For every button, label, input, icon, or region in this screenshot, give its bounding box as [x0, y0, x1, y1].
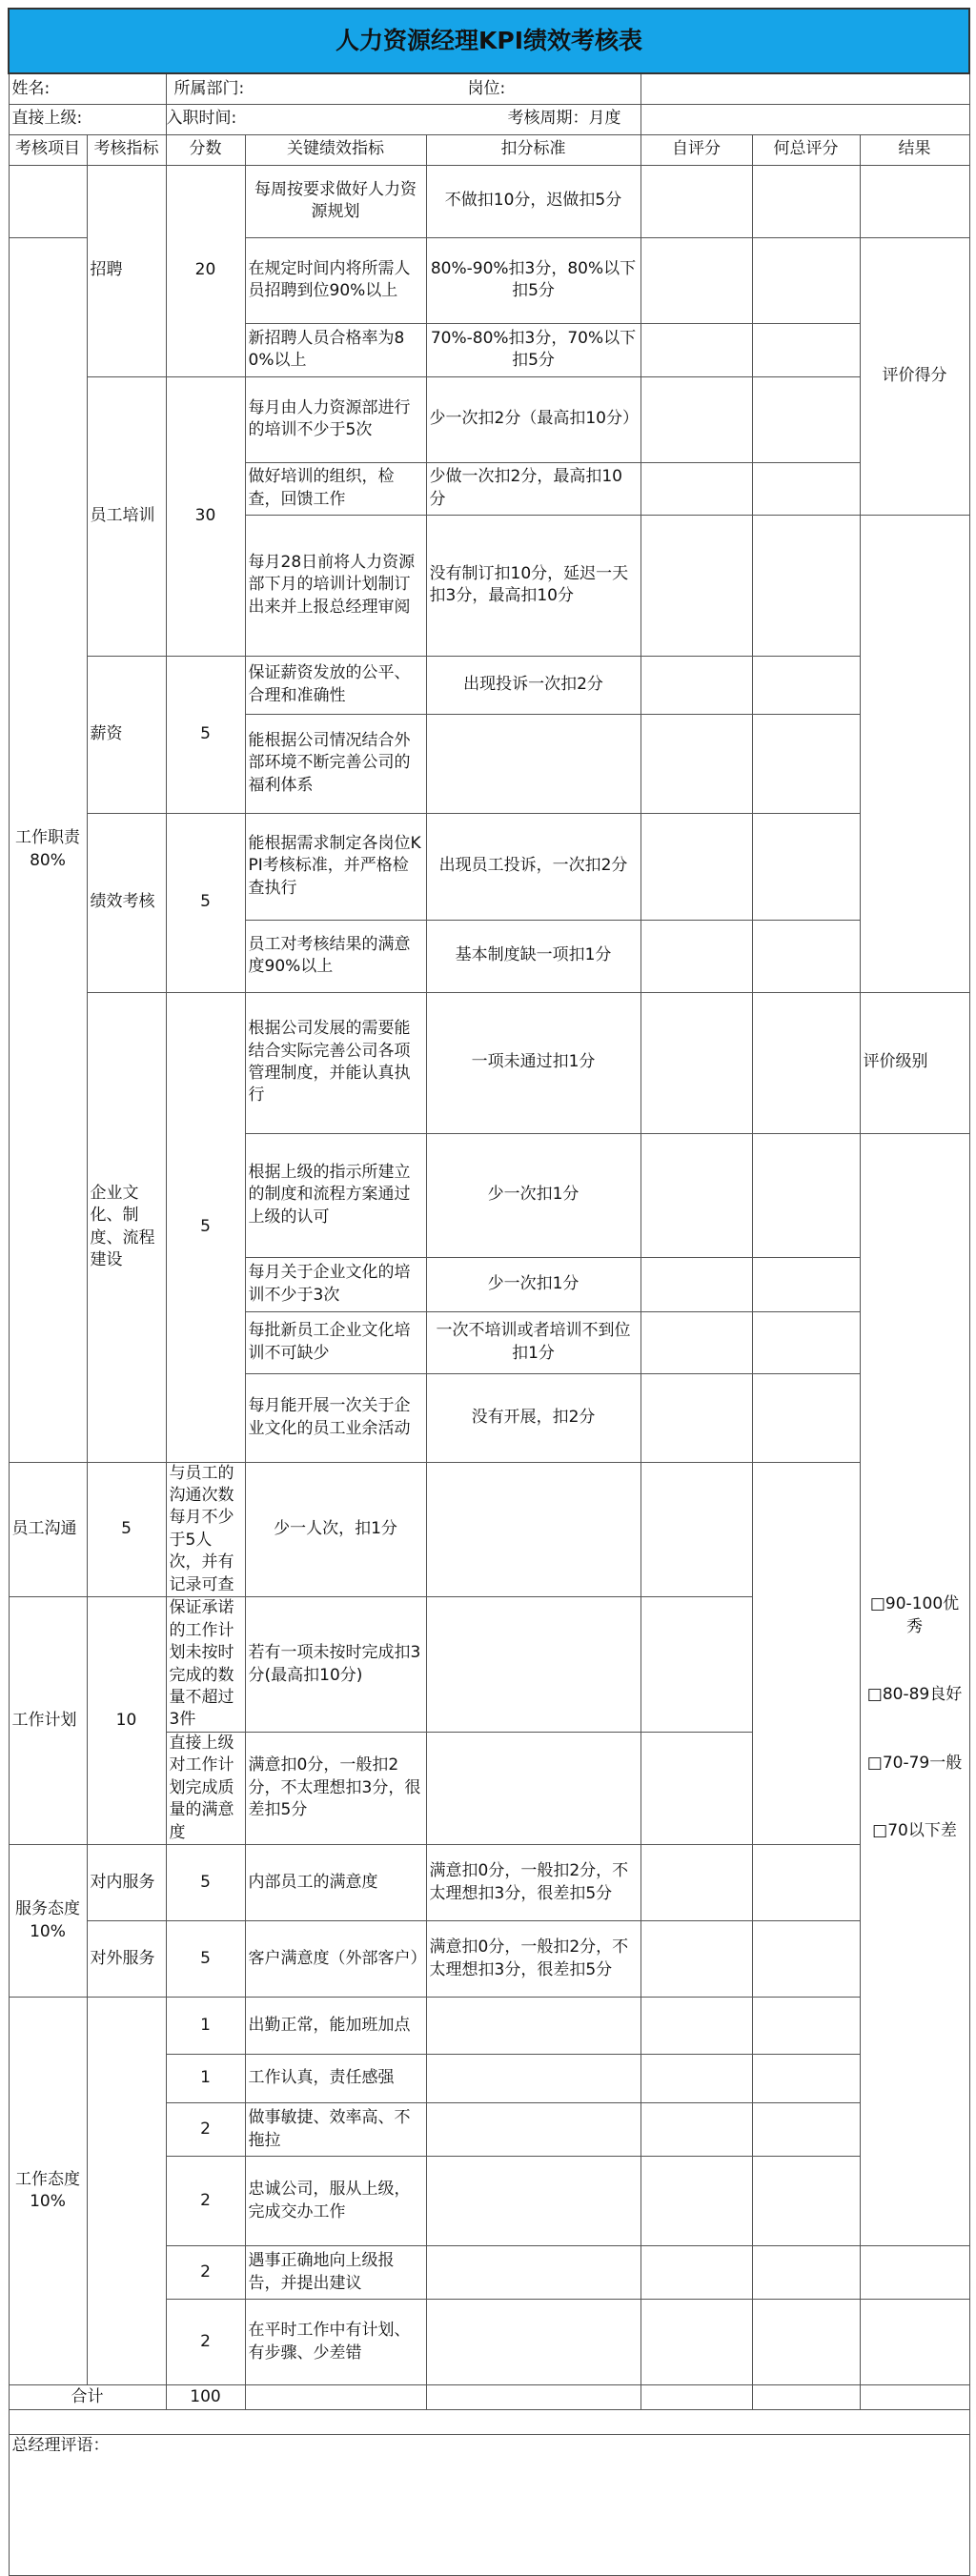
cycle-label: 考核周期：月度 — [507, 109, 621, 129]
gm-comment-field[interactable] — [9, 2435, 969, 2576]
kpi-cell: 保证承诺的工作计划未按时完成的数量不超过3件 — [166, 1597, 245, 1733]
indicator-training: 员工培训 — [87, 376, 166, 656]
kpi-cell: 能根据需求制定各岗位KPI考核标准，并严格检查执行 — [245, 813, 426, 920]
indicator-comm: 员工沟通 — [9, 1462, 87, 1597]
self-score-cell[interactable] — [640, 1257, 752, 1311]
header-self-score: 自评分 — [640, 134, 752, 165]
he-score-cell[interactable] — [752, 2103, 860, 2157]
he-score-cell[interactable] — [752, 813, 860, 920]
category-attitude: 工作态度10% — [9, 1998, 87, 2385]
kpi-sheet — [8, 8, 968, 2576]
kpi-cell: 每月28日前将人力资源部下月的培训计划制订出来并上报总经理审阅 — [245, 515, 426, 656]
kpi-cell: 做事敏捷、效率高、不拖拉 — [245, 2103, 426, 2157]
score-culture: 5 — [166, 992, 245, 1462]
kpi-cell: 遇事正确地向上级报告，并提出建议 — [245, 2246, 426, 2300]
kpi-cell: 内部员工的满意度 — [245, 1845, 426, 1921]
kpi-cell: 工作认真，责任感强 — [245, 2055, 426, 2103]
kpi-cell: 做好培训的组织，检查，回馈工作 — [245, 462, 426, 515]
self-score-cell[interactable] — [426, 1597, 640, 1733]
kpi-cell: 每批新员工企业文化培训不可缺少 — [245, 1311, 426, 1373]
score-att: 1 — [166, 2055, 245, 2103]
criteria-cell: 少一次扣1分 — [426, 1257, 640, 1311]
result-score-label: 评价得分 — [860, 237, 969, 515]
score-salary: 5 — [166, 656, 245, 813]
header-criteria: 扣分标准 — [426, 134, 640, 165]
kpi-cell: 新招聘人员合格率为80%以上 — [245, 323, 426, 376]
score-att: 2 — [166, 2157, 245, 2246]
self-score-cell[interactable] — [640, 2103, 752, 2157]
entry-date-label: 入职时间: — [166, 109, 237, 129]
he-score-cell[interactable] — [752, 1921, 860, 1998]
self-score-cell[interactable] — [640, 2300, 752, 2385]
indicator-recruit: 招聘 — [87, 165, 166, 376]
criteria-cell: 一次不培训或者培训不到位扣1分 — [426, 1311, 640, 1373]
he-score-cell[interactable] — [752, 462, 860, 515]
he-score-cell[interactable] — [752, 920, 860, 992]
total-self-score[interactable] — [640, 2385, 752, 2410]
indicator-internal: 对内服务 — [87, 1845, 166, 1921]
self-score-cell[interactable] — [640, 2055, 752, 2103]
kpi-cell: 每月由人力资源部进行的培训不少于5次 — [245, 376, 426, 462]
self-score-cell[interactable] — [640, 2157, 752, 2246]
criteria-cell: 基本制度缺一项扣1分 — [426, 920, 640, 992]
self-score-cell[interactable] — [640, 1998, 752, 2055]
he-score-cell[interactable] — [752, 237, 860, 323]
he-score-cell[interactable] — [640, 1732, 752, 1844]
self-score-cell[interactable] — [640, 920, 752, 992]
name-label: 姓名: — [9, 73, 166, 104]
kpi-cell: 员工对考核结果的满意度90%以上 — [245, 920, 426, 992]
self-score-cell[interactable] — [640, 714, 752, 813]
superior-label: 直接上级: — [9, 104, 166, 134]
kpi-cell: 在规定时间内将所需人员招聘到位90%以上 — [245, 237, 426, 323]
he-score-cell[interactable] — [640, 1597, 752, 1733]
self-score-cell[interactable] — [640, 1921, 752, 1998]
he-score-cell[interactable] — [752, 992, 860, 1133]
header-item: 考核项目 — [9, 134, 87, 165]
total-label: 合计 — [9, 2385, 166, 2410]
self-score-cell[interactable] — [640, 1311, 752, 1373]
kpi-cell: 根据公司发展的需要能结合实际完善公司各项管理制度，并能认真执行 — [245, 992, 426, 1133]
kpi-cell: 客户满意度（外部客户） — [245, 1921, 426, 1998]
score-internal: 5 — [166, 1845, 245, 1921]
kpi-cell: 能根据公司情况结合外部环境不断完善公司的福利体系 — [245, 714, 426, 813]
criteria-cell: 少一次扣1分 — [426, 1133, 640, 1257]
he-score-cell[interactable] — [752, 1845, 860, 1921]
score-att: 2 — [166, 2103, 245, 2157]
criteria-cell: 没有制订扣10分，延迟一天扣3分，最高扣10分 — [426, 515, 640, 656]
dept-label: 所属部门: — [173, 78, 245, 98]
indicator-external: 对外服务 — [87, 1921, 166, 1998]
criteria-cell: 少做一次扣2分，最高扣10分 — [426, 462, 640, 515]
criteria-cell: 出现投诉一次扣2分 — [426, 656, 640, 714]
kpi-cell: 直接上级对工作计划完成质量的满意度 — [166, 1732, 245, 1844]
header-result: 结果 — [860, 134, 969, 165]
position-label: 岗位: — [467, 78, 506, 98]
he-score-cell[interactable] — [752, 1133, 860, 1257]
result-level-label: 评价级别 — [860, 992, 969, 1133]
indicator-plan: 工作计划 — [9, 1597, 87, 1845]
he-score-cell[interactable] — [752, 2157, 860, 2246]
header-kpi: 关键绩效指标 — [245, 134, 426, 165]
criteria-cell: 没有开展，扣2分 — [426, 1373, 640, 1462]
self-score-cell[interactable] — [640, 1373, 752, 1462]
criteria-cell: 不做扣10分，迟做扣5分 — [426, 165, 640, 237]
he-score-cell[interactable] — [752, 1998, 860, 2055]
header-indicator: 考核指标 — [87, 134, 166, 165]
he-score-cell[interactable] — [752, 323, 860, 376]
indicator-culture: 企业文化、制度、流程建设 — [87, 992, 166, 1462]
self-score-cell[interactable] — [640, 237, 752, 323]
he-score-cell[interactable] — [752, 714, 860, 813]
self-score-cell[interactable] — [426, 1732, 640, 1844]
he-score-cell[interactable] — [752, 1257, 860, 1311]
result-levels — [860, 1133, 969, 2246]
kpi-cell: 出勤正常，能加班加点 — [245, 1998, 426, 2055]
total-he-score[interactable] — [752, 2385, 860, 2410]
level-poor[interactable]: □70以下差 — [872, 1821, 957, 1841]
criteria-cell: 满意扣0分，一般扣2分，不太理想扣3分，很差扣5分 — [426, 1845, 640, 1921]
he-score-cell[interactable] — [752, 1311, 860, 1373]
self-score-cell[interactable] — [640, 813, 752, 920]
score-training: 30 — [166, 376, 245, 656]
criteria-cell: 若有一项未按时完成扣3分(最高扣10分) — [245, 1597, 426, 1733]
self-score-cell[interactable] — [640, 323, 752, 376]
self-score-cell[interactable] — [640, 656, 752, 714]
self-score-cell[interactable] — [426, 1462, 640, 1597]
kpi-cell: 忠诚公司，服从上级，完成交办工作 — [245, 2157, 426, 2246]
level-good[interactable]: □80-89良好 — [866, 1685, 963, 1705]
indicator-perf: 绩效考核 — [87, 813, 166, 992]
self-score-cell[interactable] — [640, 992, 752, 1133]
self-score-cell[interactable] — [640, 515, 752, 656]
indicator-salary: 薪资 — [87, 656, 166, 813]
he-score-cell[interactable] — [752, 165, 860, 237]
score-comm: 5 — [87, 1462, 166, 1597]
he-score-cell[interactable] — [752, 656, 860, 714]
category-duty: 工作职责80% — [9, 237, 87, 1462]
gm-comment-label: 总经理评语： — [11, 2436, 110, 2456]
kpi-cell: 在平时工作中有计划、有步骤、少差错 — [245, 2300, 426, 2385]
self-score-cell[interactable] — [640, 165, 752, 237]
level-average[interactable]: □70-79一般 — [866, 1753, 963, 1773]
he-score-cell[interactable] — [752, 515, 860, 656]
criteria-cell: 80%-90%扣3分，80%以下扣5分 — [426, 237, 640, 323]
criteria-cell: 满意扣0分，一般扣2分，不太理想扣3分，很差扣5分 — [426, 1921, 640, 1998]
he-score-cell[interactable] — [640, 1462, 752, 1597]
self-score-cell[interactable] — [640, 2246, 752, 2300]
category-service: 服务态度10% — [9, 1845, 87, 1998]
self-score-cell[interactable] — [640, 1133, 752, 1257]
criteria-cell: 少一次扣2分（最高扣10分） — [426, 376, 640, 462]
kpi-cell: 保证薪资发放的公平、合理和准确性 — [245, 656, 426, 714]
he-score-cell[interactable] — [752, 376, 860, 462]
kpi-cell: 每月能开展一次关于企业文化的员工业余活动 — [245, 1373, 426, 1462]
sheet-title: 人力资源经理KPI绩效考核表 — [9, 9, 969, 73]
criteria-cell: 出现员工投诉，一次扣2分 — [426, 813, 640, 920]
self-score-cell[interactable] — [640, 376, 752, 462]
kpi-table — [8, 8, 970, 2576]
self-score-cell[interactable] — [640, 1845, 752, 1921]
he-score-cell[interactable] — [752, 2300, 860, 2385]
score-att: 1 — [166, 1998, 245, 2055]
score-external: 5 — [166, 1921, 245, 1998]
score-recruit: 20 — [166, 165, 245, 376]
header-score: 分数 — [166, 134, 245, 165]
kpi-cell: 根据上级的指示所建立的制度和流程方案通过上级的认可 — [245, 1133, 426, 1257]
criteria-cell: 满意扣0分，一般扣2分，不太理想扣3分，很差扣5分 — [245, 1732, 426, 1844]
score-att: 2 — [166, 2300, 245, 2385]
he-score-cell[interactable] — [752, 1373, 860, 1462]
level-excellent[interactable]: □90-100优秀 — [869, 1594, 960, 1636]
criteria-cell: 70%-80%扣3分，70%以下扣5分 — [426, 323, 640, 376]
he-score-cell[interactable] — [752, 2246, 860, 2300]
score-plan: 10 — [87, 1597, 166, 1845]
score-att: 2 — [166, 2246, 245, 2300]
kpi-cell: 与员工的沟通次数每月不少于5人次，并有记录可查 — [166, 1462, 245, 1597]
self-score-cell[interactable] — [640, 462, 752, 515]
criteria-cell: 少一人次，扣1分 — [245, 1462, 426, 1597]
header-he-score: 何总评分 — [752, 134, 860, 165]
he-score-cell[interactable] — [752, 2055, 860, 2103]
kpi-cell: 每周按要求做好人力资源规划 — [245, 165, 426, 237]
score-perf: 5 — [166, 813, 245, 992]
criteria-cell: 一项未通过扣1分 — [426, 992, 640, 1133]
total-value: 100 — [166, 2385, 245, 2410]
kpi-cell: 每月关于企业文化的培训不少于3次 — [245, 1257, 426, 1311]
